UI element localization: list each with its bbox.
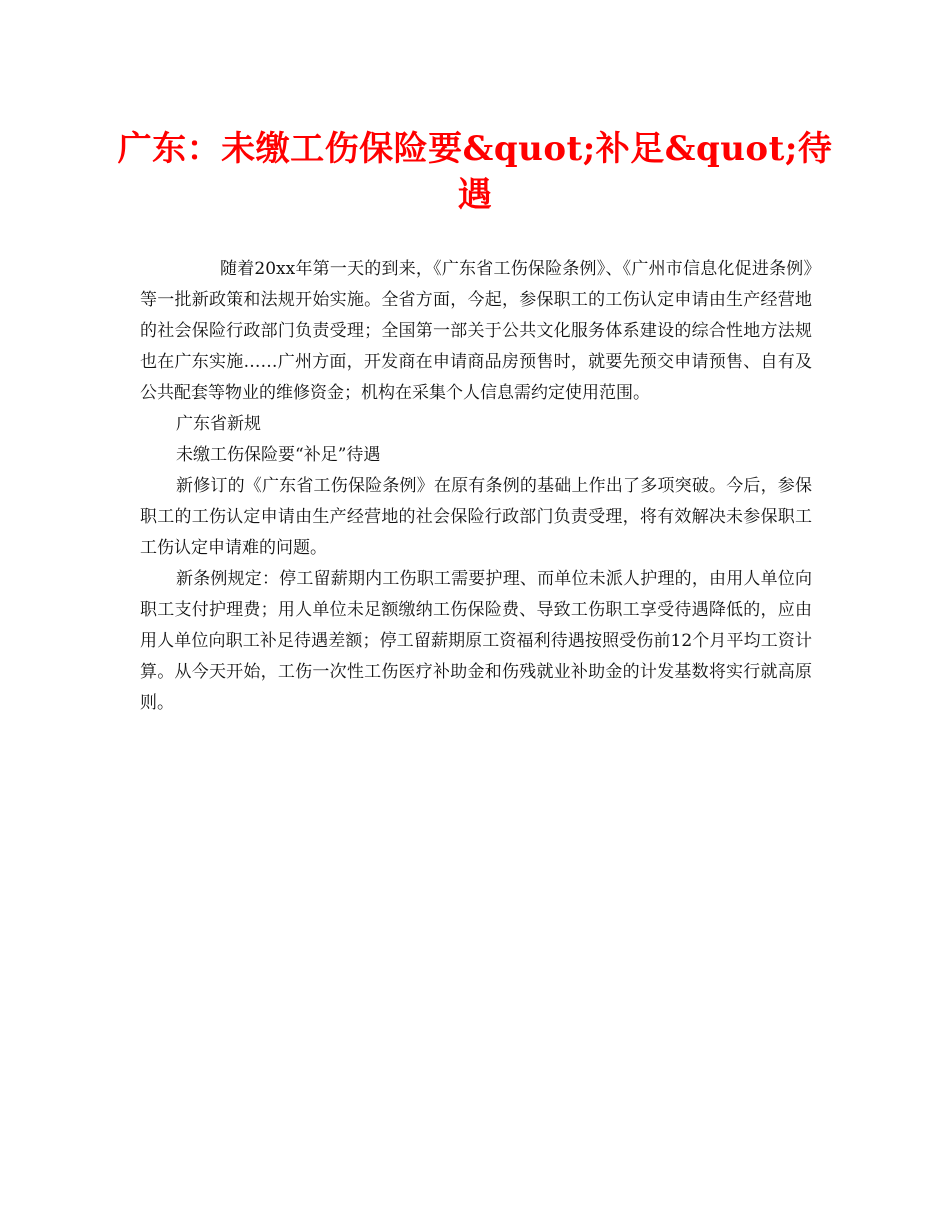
document-title: 广东：未缴工伤保险要&quot;补足&quot;待遇 (117, 129, 833, 215)
paragraph-revision: 新修订的《广东省工伤保险条例》在原有条例的基础上作出了多项突破。今后，参保职工的工伤认定申请由生产经营地的社会保险行政部门负责受理，将有效解决未参保职工工伤认定申请难的问题。 (140, 476, 812, 558)
document-body (140, 254, 812, 719)
paragraph-intro: 随着20xx年第一天的到来，《广东省工伤保险条例》、《广州市信息化促进条例》等一批新政策和法规开始实施。全省方面，今起，参保职工的工伤认定申请由生产经营地的社会保险行政部门负责受理；全国第一部关于公共文化服务体系建设的综合性地方法规也在广东实施……广州方面，开发商在申请商品房预售时，就要先预交申请预售、自有及公共配套等物业的维修资金；机构在采集个人信息需约定使用范围。 (140, 259, 812, 403)
section-heading: 广东省新规 (176, 414, 261, 434)
section-subheading: 未缴工伤保险要“补足”待遇 (176, 445, 381, 465)
paragraph-provisions: 新条例规定：停工留薪期内工伤职工需要护理、而单位未派人护理的，由用人单位向职工支付护理费；用人单位未足额缴纳工伤保险费、导致工伤职工享受待遇降低的，应由用人单位向职工补足待遇差额；停工留薪期原工资福利待遇按照受伤前12个月平均工资计算。从今天开始，工伤一次性工伤医疗补助金和伤残就业补助金的计发基数将实行就高原则。 (140, 569, 812, 713)
